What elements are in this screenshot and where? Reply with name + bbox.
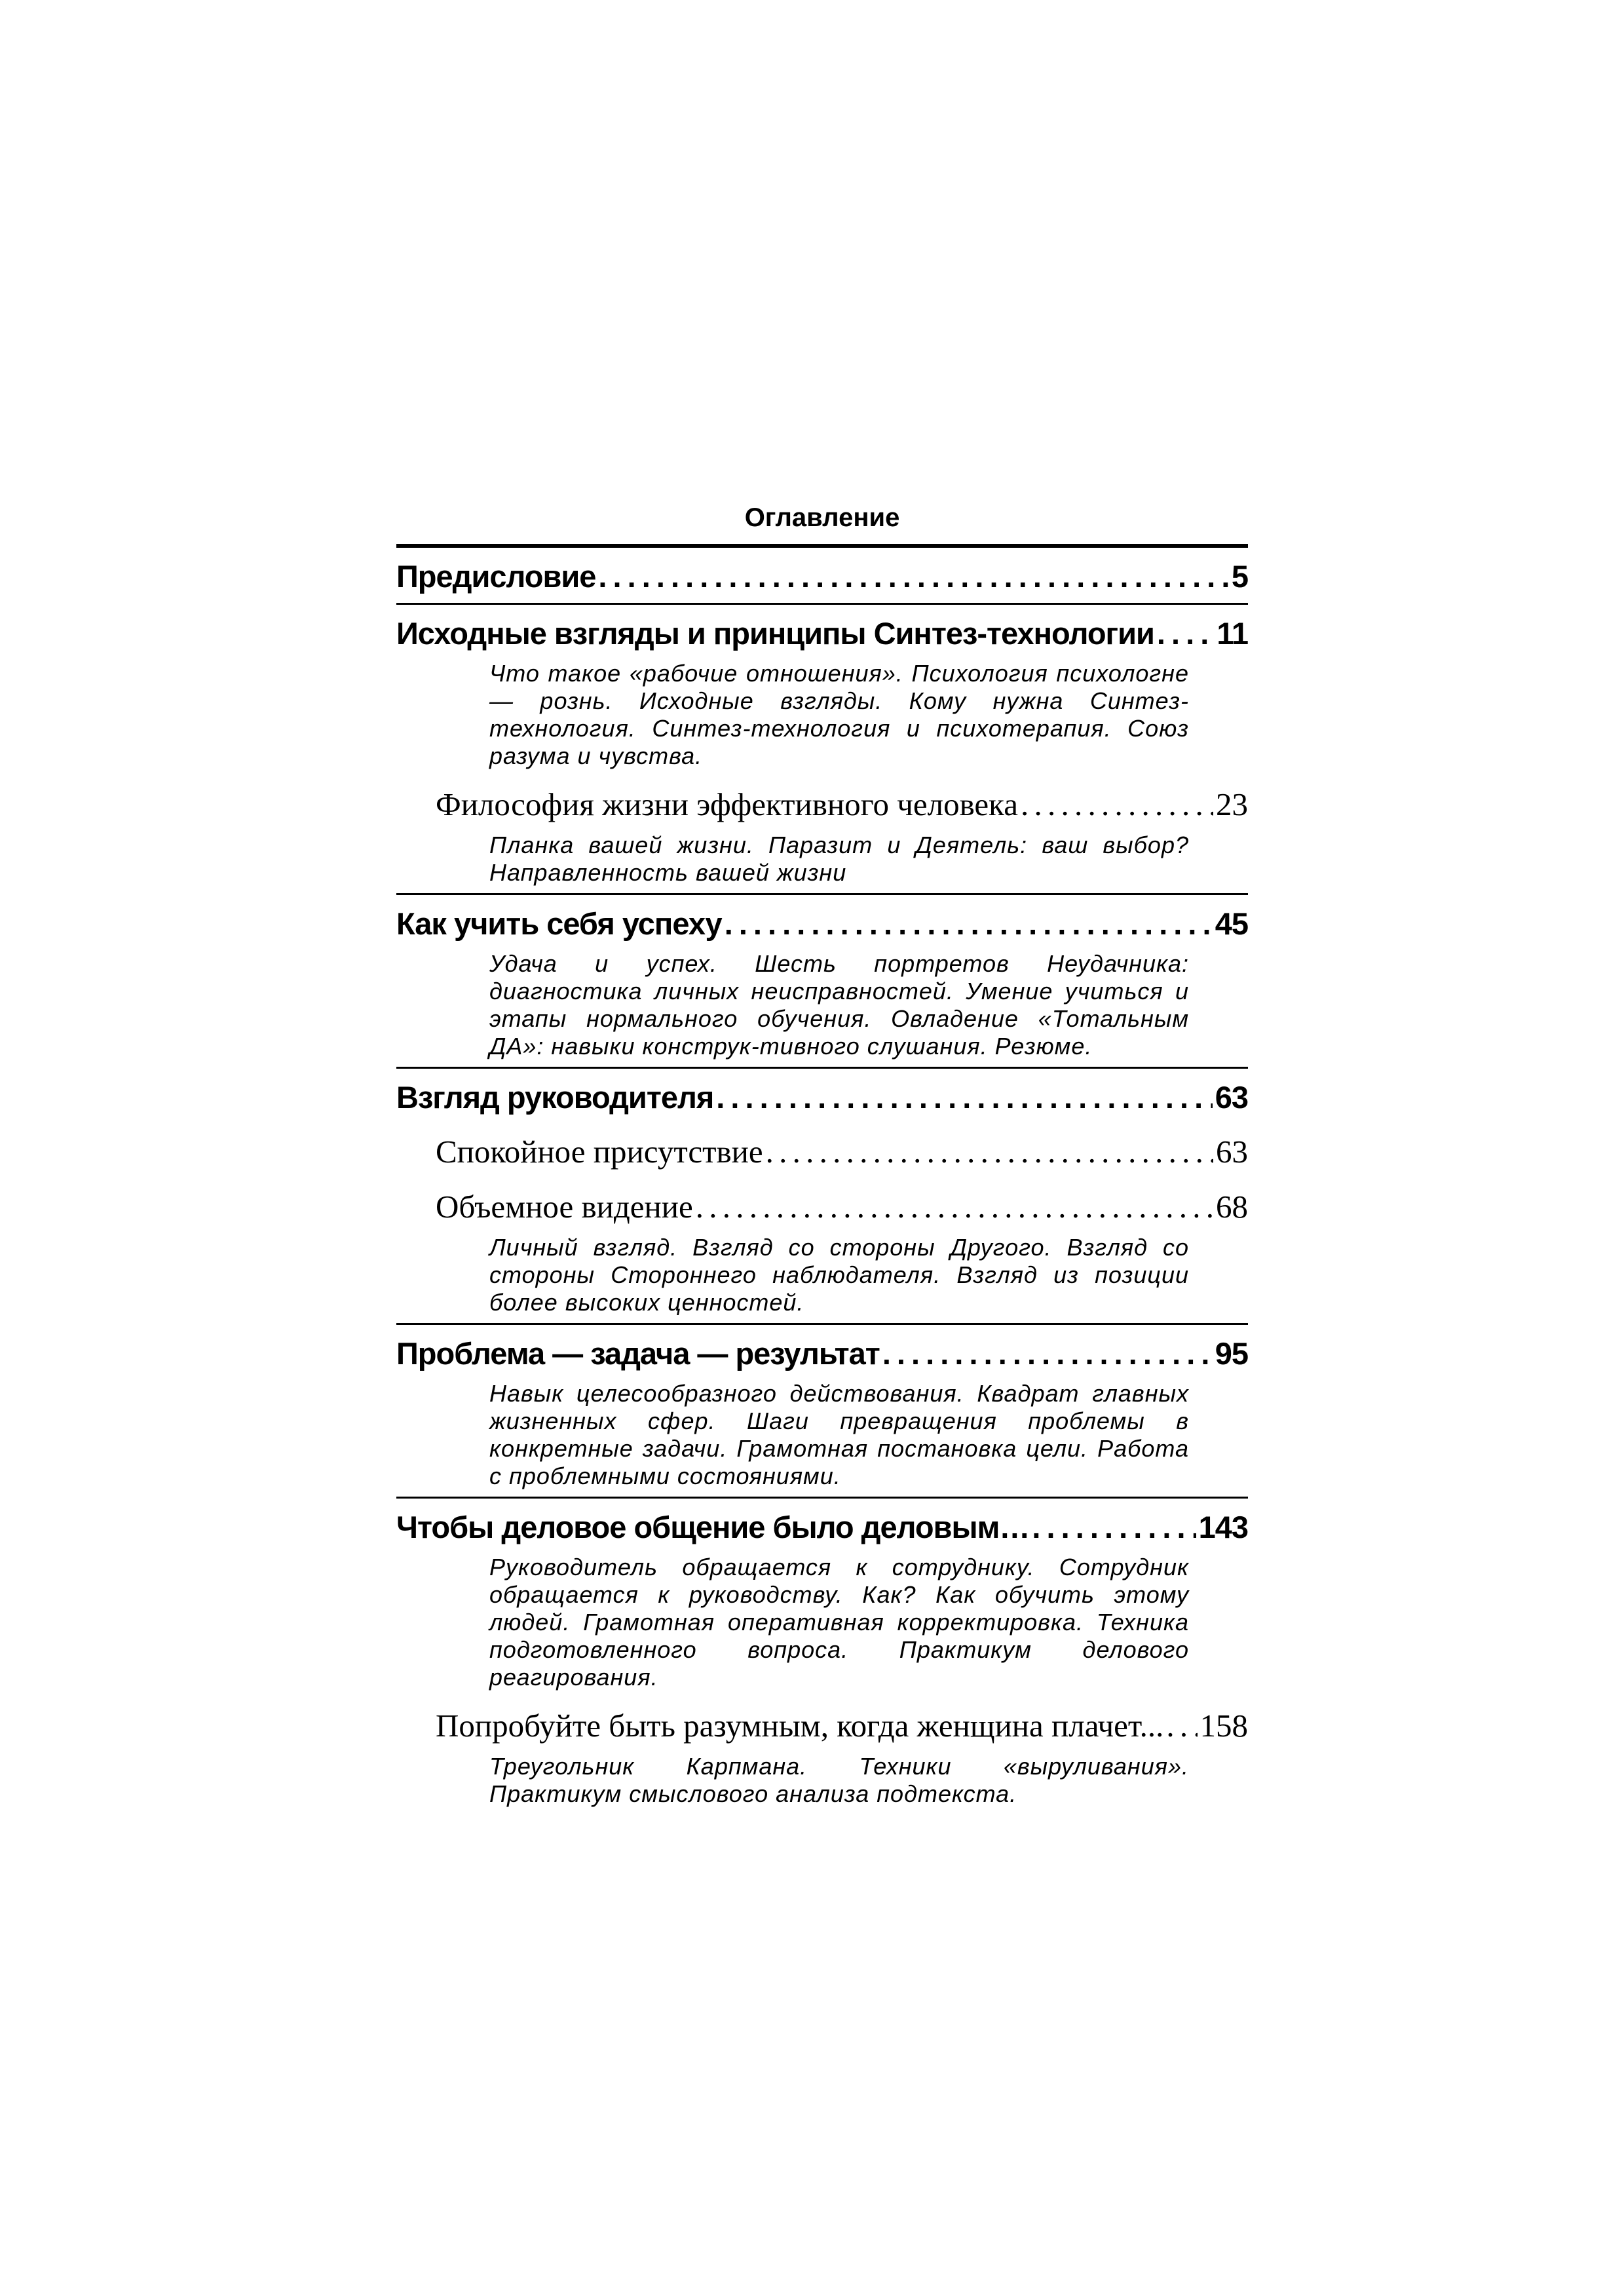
dot-leader xyxy=(1157,615,1214,652)
page-number: 45 xyxy=(1215,906,1248,941)
dot-leader xyxy=(1032,1509,1196,1546)
page-number: 68 xyxy=(1216,1189,1248,1225)
toc-chapter-entry[interactable] xyxy=(396,1069,1248,1124)
toc-section-entry[interactable] xyxy=(396,776,1248,832)
chapter-description: Удача и успех. Шесть портретов Неудачника: диагностика личных неисправностей. Умение учиться и этапы нормального обучения. Овладение «Тотальным ДА»: навыки конструк-тивного слушания. Резюме. xyxy=(489,950,1189,1060)
dot-leader xyxy=(716,1079,1212,1116)
section-title: Спокойное присутствие xyxy=(436,1134,763,1170)
dot-leader xyxy=(882,1335,1213,1372)
chapter-title: Взгляд руководителя xyxy=(396,1080,714,1115)
toc-chapter-entry[interactable] xyxy=(396,605,1248,660)
dot-leader xyxy=(696,1188,1213,1226)
chapter-title: Исходные взгляды и принципы Синтез-технологии xyxy=(396,616,1154,651)
chapter-title: Чтобы деловое общение было деловым… xyxy=(396,1510,1030,1544)
toc-chapter-entry[interactable] xyxy=(396,895,1248,950)
toc-title: Оглавление xyxy=(744,503,900,532)
dot-leader xyxy=(1021,786,1213,824)
page-number: 143 xyxy=(1198,1510,1248,1544)
toc-section-entry[interactable] xyxy=(396,1698,1248,1753)
page-number: 23 xyxy=(1216,786,1248,822)
chapter-title: Как учить себя успеху xyxy=(396,906,722,941)
toc-section-entry[interactable] xyxy=(396,1124,1248,1179)
dot-leader xyxy=(1166,1707,1197,1745)
section-description: Треугольник Карпмана. Техники «выруливания». Практикум смыслового анализа подтекста. xyxy=(489,1753,1189,1807)
chapter-description: Руководитель обращается к сотруднику. Сотрудник обращается к руководству. Как? Как обучить этому людей. Грамотная оперативная корректировка. Техника подготовленного вопроса. Практикум делового реагирования. xyxy=(489,1554,1189,1691)
dot-leader xyxy=(598,558,1228,595)
chapter-title: Предисловие xyxy=(396,559,596,594)
section-title: Объемное видение xyxy=(436,1189,693,1225)
table-of-contents xyxy=(396,498,1248,1814)
dot-leader xyxy=(725,906,1213,942)
toc-chapter-entry[interactable] xyxy=(396,1325,1248,1380)
page-number: 63 xyxy=(1216,1134,1248,1170)
chapter-title: Проблема — задача — результат xyxy=(396,1336,880,1371)
section-description: Личный взгляд. Взгляд со стороны Другого. Взгляд со стороны Стороннего наблюдателя. Взгляд из позиции более высоких ценностей. xyxy=(489,1234,1189,1316)
toc-chapter-entry[interactable] xyxy=(396,1499,1248,1554)
chapter-description: Что такое «рабочие отношения». Психология психологне — рознь. Исходные взгляды. Кому нужна Синтез-технология. Синтез-технология и психотерапия. Союз разума и чувства. xyxy=(489,660,1189,769)
page-number: 63 xyxy=(1215,1080,1248,1115)
page-number: 158 xyxy=(1199,1708,1248,1744)
dot-leader xyxy=(766,1133,1213,1171)
chapter-description: Навык целесообразного действования. Квадрат главных жизненных сфер. Шаги превращения проблемы в конкретные задачи. Грамотная постановка цели. Работа с проблемными состояниями. xyxy=(489,1380,1189,1489)
section-title: Попробуйте быть разумным, когда женщина плачет... xyxy=(436,1708,1164,1744)
page-number: 95 xyxy=(1215,1336,1248,1371)
toc-section-entry[interactable] xyxy=(396,1179,1248,1234)
page-number: 11 xyxy=(1217,616,1248,651)
toc-chapter-entry[interactable] xyxy=(396,548,1248,603)
section-title: Философия жизни эффективного человека xyxy=(436,786,1018,822)
page-number: 5 xyxy=(1231,559,1248,594)
section-description: Планка вашей жизни. Паразит и Деятель: ваш выбор? Направленность вашей жизни xyxy=(489,832,1189,886)
